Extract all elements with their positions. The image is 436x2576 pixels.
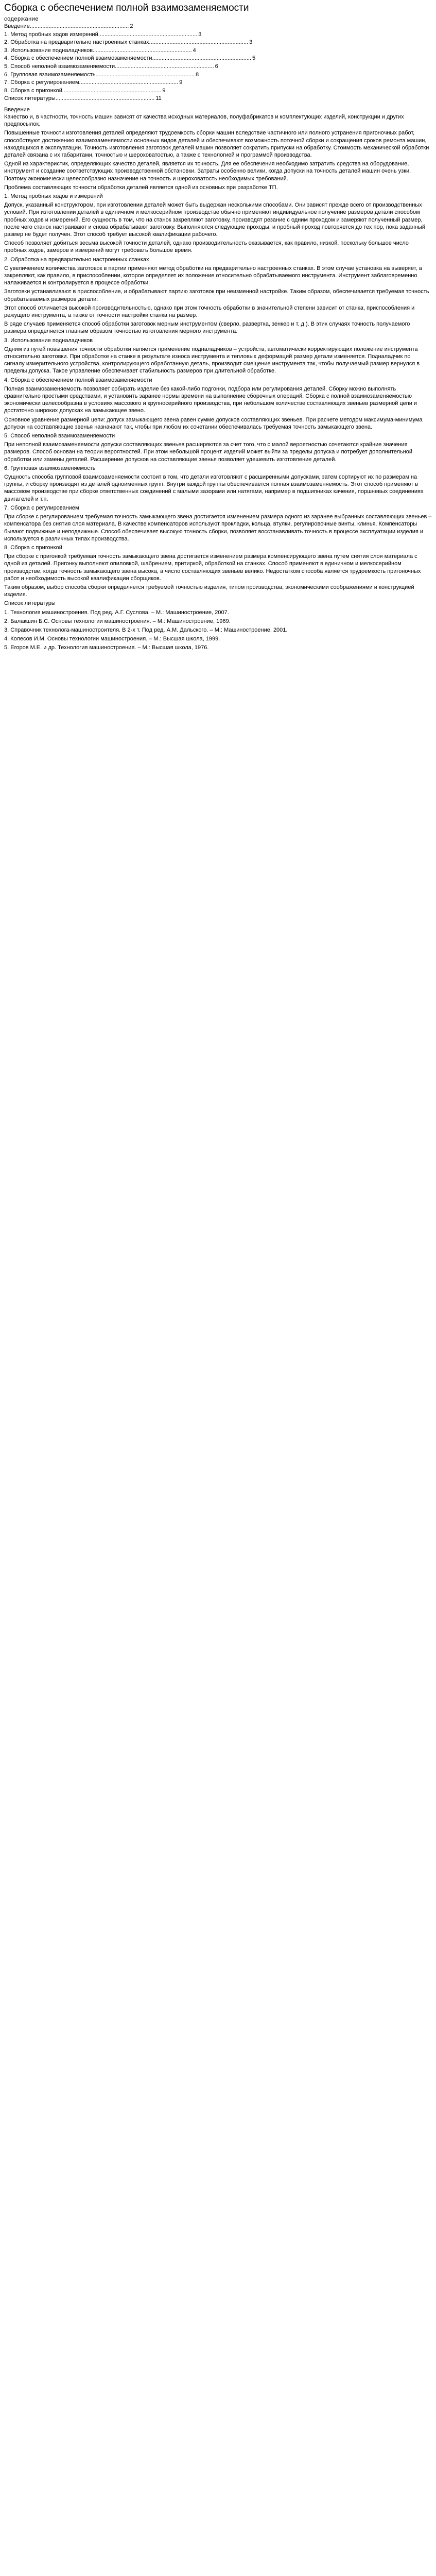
toc-entry[interactable] [4, 39, 432, 47]
toc-entry[interactable] [4, 95, 432, 103]
toc-entry-text: 2. Обработка на предварительно настроенных станках [4, 39, 149, 46]
toc-entry-text: Список литературы [4, 95, 56, 102]
toc-leader-dots: ............................................................... [95, 71, 195, 78]
body-paragraph: Проблема составляющих точности обработки деталей является одной из основных при разработке ТП. [4, 184, 278, 191]
toc-page-number: 2 [130, 23, 133, 29]
toc-leader-dots: ............................................................... [29, 23, 129, 29]
toc-leader-dots: ............................................................... [93, 47, 192, 54]
toc-entry[interactable] [4, 79, 432, 87]
toc-entry-text: 4. Сборка с обеспечением полной взаимозаменяемости [4, 55, 152, 62]
body-paragraph: 1. Метод пробных ходов и измерений [4, 193, 103, 199]
body-paragraph: Сущность способа групповой взаимозаменяемости состоит в том, что детали изготовляют с расширенными допусками, затем сортируют их по размерам на группы, и сборку производят из деталей одноименных групп. Внутри каждой группы обеспечивается полная взаимозаменяемость. Этот способ применяют в массовом производстве при сборке ответственных соединений с малыми зазорами или натягами, например в подшипниках качения, поршневых соединениях двигателей и т.п. [4, 474, 424, 502]
body-paragraph: При неполной взаимозаменяемости допуски составляющих звеньев расширяются за счет того, что с малой вероятностью сочетаются крайние значения размеров. Способ основан на теории вероятностей. При этом небольшой процент изделий может выйти за пределы допуска и потребует дополнительной обработки или замены деталей. Расширение допусков на составляющие звенья позволяет удешевить изготовление деталей. [4, 442, 412, 463]
toc-entry[interactable] [4, 47, 432, 55]
toc-page-number: 6 [215, 63, 218, 70]
body-paragraph: При сборке с пригонкой требуемая точность замыкающего звена достигается изменением размера компенсирующего звена путем снятия слоя материала с одной из деталей. Пригонку выполняют опиловкой, шабрением, притиркой, обработкой на станках. Способ применяют в единичном и мелкосерийном производстве, когда точность замыкающего звена высока, а число составляющих звеньев велико. Недостатком способа является трудоемкость пригоночных работ и необходимость высокой квалификации сборщиков. [4, 553, 421, 582]
table-of-contents [4, 23, 432, 103]
body-paragraph: При сборке с регулированием требуемая точность замыкающего звена достигается изменением размера одного из заранее выбранных составляющих звеньев – компенсатора без снятия слоя материала. В качестве компенсаторов используют прокладки, кольца, втулки, регулировочные винты, клинья. Компенсаторы бывают подвижные и неподвижные. Способ обеспечивает высокую точность сборки, позволяет восстанавливать точность в процессе эксплуатации изделия и используется в различных типах производства. [4, 514, 432, 542]
toc-entry-text: 5. Способ неполной взаимозаменяемости [4, 63, 115, 70]
body-paragraph: 4. Сборка с обеспечением полной взаимозаменяемости [4, 377, 152, 383]
toc-entry[interactable] [4, 63, 432, 71]
toc-page-number: 4 [193, 47, 196, 54]
toc-page-number: 3 [198, 31, 202, 38]
body-paragraph: 2. Обработка на предварительно настроенных станках [4, 256, 149, 263]
body-paragraph: Качество и, в частности, точность машин зависят от качества исходных материалов, полуфабрикатов и комплектующих изделий, конструкции и других предпосылок. [4, 113, 404, 128]
toc-entry-text: 8. Сборка с пригонкой [4, 87, 62, 94]
body-paragraph: Список литературы [4, 600, 56, 607]
body-paragraph: Основное уравнение размерной цепи: допуск замыкающего звена равен сумме допусков составляющих звеньев. При расчете методом максимума-минимума допуски на составляющие звенья назначают так, чтобы при любом их сочетании обеспечивалась требуемая точность замыкающего звена. [4, 416, 423, 430]
toc-leader-dots: ............................................................... [98, 31, 198, 38]
body-paragraph: 4. Колесов И.М. Основы технологии машиностроения. – М.: Высшая школа, 1999. [4, 636, 220, 642]
document-title: Сборка с обеспечением полной взаимозаменяемости [4, 3, 249, 13]
toc-page-number: 5 [252, 55, 256, 62]
body-paragraph: Способ позволяет добиться весьма высокой точности деталей, однако производительность оказывается, как правило, низкой, поскольку большое число пробных ходов, замеров и измерений могут требовать большое время. [4, 240, 409, 254]
toc-entry[interactable] [4, 87, 432, 95]
toc-leader-dots: ............................................................... [55, 95, 155, 102]
toc-entry-text: 7. Сборка с регулированием [4, 79, 79, 86]
toc-leader-dots: ............................................................... [152, 55, 252, 62]
intro-heading: Введение [4, 106, 30, 113]
body-paragraph: 1. Технология машиностроения. Под ред. А.Г. Суслова. – М.: Машиностроение, 2007. [4, 609, 229, 616]
body-paragraph: 5. Способ неполной взаимозаменяемости [4, 433, 115, 439]
toc-entry-text: Введение [4, 23, 30, 29]
toc-entry[interactable] [4, 71, 432, 79]
body-paragraph: Допуск, указанный конструктором, при изготовлении деталей может быть выдержан несколькими способами. Они зависят прежде всего от производственных условий. При изготовлении деталей в единичном и мелкосерийном производстве обычно применяют индивидуальное получение размеров детали способом пробных ходов и измерений. Его сущность в том, что на станок закрепляют заготовку, производят резание с одним проходом и замеряют полученный размер, после чего станок настраивают и снова обрабатывают заготовку. Выполняются следующие проходы, и пробный проход повторяется до тех пор, пока заданный размер не будет получен. Этот способ требует высокой квалификации рабочего. [4, 202, 425, 238]
body-paragraph: Этот способ отличается высокой производительностью, однако при этом точность обработки в значительной степени зависит от станка, приспособления и режущего инструмента, а также от точности настройки станка на размер. [4, 304, 415, 319]
body-paragraph: Полная взаимозаменяемость позволяет собирать изделие без какой-либо подгонки, подбора или регулирования деталей. Сборку можно выполнять сравнительно простыми средствами, и установить заранее нормы времени на выполнение сборочных операций. Сборка с полной взаимозаменяемостью экономически целесообразна в условиях массового и крупносерийного производства, при небольшом количестве составляющих звеньев размерной цепи и достаточно широких допусках на замыкающее звено. [4, 385, 417, 414]
body-paragraph: Повышенные точности изготовления деталей определяют трудоемкость сборки машин вследствие частичного или полного устранения пригоночных работ, способствуют достижению взаимозаменяемости основных видов деталей и обеспечивают возможность поточной сборки и сокращения сроков ремонта машин, находящихся в эксплуатации. Точность изготовления заготовок деталей машин позволяет сократить припуски на обработку. Стоимость механической обработки деталей связана с их габаритами, точностью и шероховатостью, а также с технологией и программой производства. [4, 130, 429, 158]
body-paragraph: 2. Балакшин Б.С. Основы технологии машиностроения. – М.: Машиностроение, 1969. [4, 618, 231, 624]
toc-page-number: 11 [155, 95, 162, 102]
toc-leader-dots: ............................................................... [115, 63, 214, 70]
body-paragraph: В ряде случаев применяется способ обработки заготовок мерным инструментом (сверло, развертка, зенкер и т. д.). В этих случаях точность получаемого размера определяется главным образом точностью изготовления мерного инструмента. [4, 321, 410, 335]
toc-leader-dots: ............................................................... [62, 87, 162, 94]
toc-page-number: 8 [196, 71, 199, 78]
document-body [4, 113, 432, 652]
toc-page-number: 9 [162, 87, 166, 94]
body-paragraph: 7. Сборка с регулированием [4, 504, 79, 511]
toc-entry[interactable] [4, 55, 432, 63]
toc-entry-text: 3. Использование подналадчиков [4, 47, 93, 54]
body-paragraph: 3. Справочник технолога-машиностроителя. В 2-х т. Под ред. А.М. Дальского. – М.: Машиностроение, 2001. [4, 626, 288, 633]
body-paragraph: Одним из путей повышения точности обработки является применение подналадчиков – устройств, автоматически корректирующих положение инструмента относительно заготовки. При обработке на станке в результате износа инструмента и тепловых деформаций размер детали изменяется. Подналадчик по сигналу измерительного устройства, контролирующего обработанную деталь, производит смещение инструмента так, чтобы получаемый размер вернулся в пределы допуска. Такое управление обеспечивает стабильность размеров при длительной обработке. [4, 346, 420, 375]
body-paragraph: Заготовки устанавливают в приспособление, и обрабатывают партию заготовок при неизменной настройке. Таким образом, обеспечивается требуемая точность обрабатываемых размеров детали. [4, 289, 429, 302]
toc-leader-dots: ............................................................... [149, 39, 249, 46]
body-paragraph: 5. Егоров М.Е. и др. Технология машиностроения. – М.: Высшая школа, 1976. [4, 645, 209, 651]
toc-leader-dots: ............................................................... [79, 79, 179, 86]
toc-entry-text: 1. Метод пробных ходов измерений [4, 31, 98, 38]
body-paragraph: 8. Сборка с пригонкой [4, 544, 62, 551]
body-paragraph: Таким образом, выбор способа сборки определяется требуемой точностью изделия, типом производства, экономическими соображениями и конструкцией изделия. [4, 584, 414, 598]
toc-entry-text: 6. Групповая взаимозаменяемость [4, 71, 96, 78]
body-paragraph: С увеличением количества заготовок в партии применяют метод обработки на предварительно настроенных станках. В этом случае установка на выверяет, а закрепляют, как правило, в приспособлении, которое определяет их положение относительно обрабатываемого инструмента. Инструмент заблаговременно налаживается и контролируется в процессе обработки. [4, 265, 422, 286]
toc-heading: содержание [4, 16, 39, 22]
body-paragraph: 3. Использование подналадчиков [4, 337, 93, 344]
toc-entry[interactable] [4, 23, 432, 31]
toc-page-number: 3 [249, 39, 253, 46]
body-paragraph: 6. Групповая взаимозаменяемость [4, 465, 96, 471]
toc-page-number: 9 [179, 79, 183, 86]
body-paragraph: Одной из характеристик, определяющих качество деталей, является их точность. Для ее обеспечения необходимо затратить средства на оборудование, инструмент и создание соответствующих производственной обстановки. Затраты особенно велики, когда допуски на точность деталей машин очень узки. Поэтому экономически целесообразно назначение на точность и шероховатость необходимых требований. [4, 161, 411, 182]
toc-entry[interactable] [4, 31, 432, 39]
